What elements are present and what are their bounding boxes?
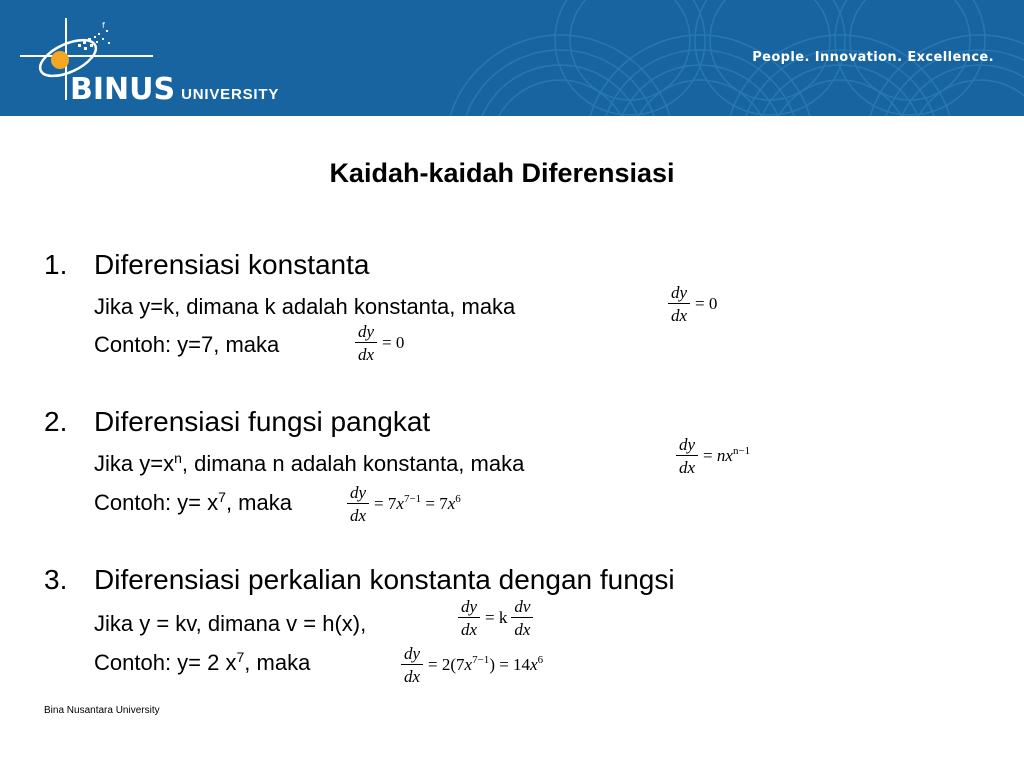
rule-3-statement: Jika y = kv, dimana v = h(x), [94,611,367,636]
logo-brand: BINUS [70,72,176,107]
header-banner [0,0,1024,116]
rule-2-heading [44,406,430,438]
formula-base-2: x [447,494,456,513]
equals-k: = k [485,608,508,627]
rule-1-heading [44,249,369,281]
derivative-fraction [347,484,369,524]
equals-result: ) = 14 [489,655,531,674]
slide-title: Kaidah-kaidah Diferensiasi [329,158,675,188]
rule-2-example [94,490,292,516]
statement-exponent: n [174,450,182,466]
rule-2-formula [676,436,750,476]
binus-logo[interactable] [18,14,318,107]
svg-text:f: f [102,21,105,30]
rule-1-number: 1. [44,249,68,280]
equals-coefficient: = 7 [374,494,397,513]
fraction-denominator: dx [461,620,478,639]
rule-3-title: Diferensiasi perkalian konstanta dengan fungsi [94,564,675,595]
fraction-numerator: dy [355,323,377,343]
formula-base-1: x [396,494,404,513]
equals-sign: = [703,446,713,465]
logo-wordmark [70,72,279,107]
formula-exponent-1: 7−1 [472,654,490,666]
fraction-numerator: dy [458,598,480,618]
equals-coefficient-2: = 7 [425,494,448,513]
footer-text: Bina Nusantara University [44,705,160,716]
formula-exponent-1: 7−1 [403,493,422,505]
fraction-denominator: dx [679,458,696,477]
formula-rhs [374,494,461,514]
derivative-fraction [355,323,377,363]
rule-2-statement [94,451,524,477]
example-pre: Contoh: y= x [94,490,219,515]
formula-rhs [703,446,750,466]
fraction-denominator: dx [358,345,375,364]
rule-3-number: 3. [44,564,68,595]
formula-exponent: n−1 [732,445,751,457]
fraction-numerator: dy [401,645,423,665]
rule-3-heading [44,564,675,596]
rule-1-formula [668,284,717,324]
fraction-numerator: dy [676,436,698,456]
statement-pre: Jika y=x [94,451,175,476]
example-post: , maka [244,650,311,675]
rule-1-statement: Jika y=k, dimana k adalah konstanta, maka [94,294,516,319]
derivative-fraction-v [511,598,533,638]
rule-3-example-formula [401,645,543,685]
derivative-fraction [668,284,690,324]
equals-expression: = 2(7 [428,655,465,674]
rule-3-formula [458,598,533,638]
formula-base: nx [716,446,733,465]
rule-3-example [94,650,310,676]
rule-1-example-formula [355,323,404,363]
formula-exponent-2: 6 [537,654,544,666]
rule-1-example: Contoh: y=7, maka [94,332,280,357]
formula-base-2: x [530,655,538,674]
fraction-denominator: dx [350,506,367,525]
rule-1-title: Diferensiasi konstanta [94,249,370,280]
derivative-fraction [676,436,698,476]
derivative-fraction [458,598,480,638]
statement-post: , dimana n adalah konstanta, maka [181,451,525,476]
fraction-numerator: dv [511,598,533,618]
example-exponent: 7 [218,489,226,505]
tagline: People. Innovation. Excellence. [752,50,994,65]
rule-2-number: 2. [44,406,68,437]
rule-2-example-formula [347,484,461,524]
formula-base-1: x [464,655,473,674]
fraction-numerator: dy [347,484,369,504]
rule-2-title: Diferensiasi fungsi pangkat [94,406,431,437]
fraction-numerator: dy [668,284,690,304]
logo-suffix: UNIVERSITY [181,86,280,103]
derivative-fraction [401,645,423,685]
fraction-denominator: dx [404,667,421,686]
formula-rhs: = 0 [382,333,405,352]
formula-constant [485,608,507,628]
formula-rhs: = 0 [695,294,718,313]
fraction-denominator: dx [671,306,688,325]
formula-rhs [428,655,543,675]
example-pre: Contoh: y= 2 x [94,650,237,675]
fraction-denominator: dx [514,620,531,639]
example-post: , maka [225,490,292,515]
example-exponent: 7 [236,649,245,665]
formula-exponent-2: 6 [455,493,461,505]
